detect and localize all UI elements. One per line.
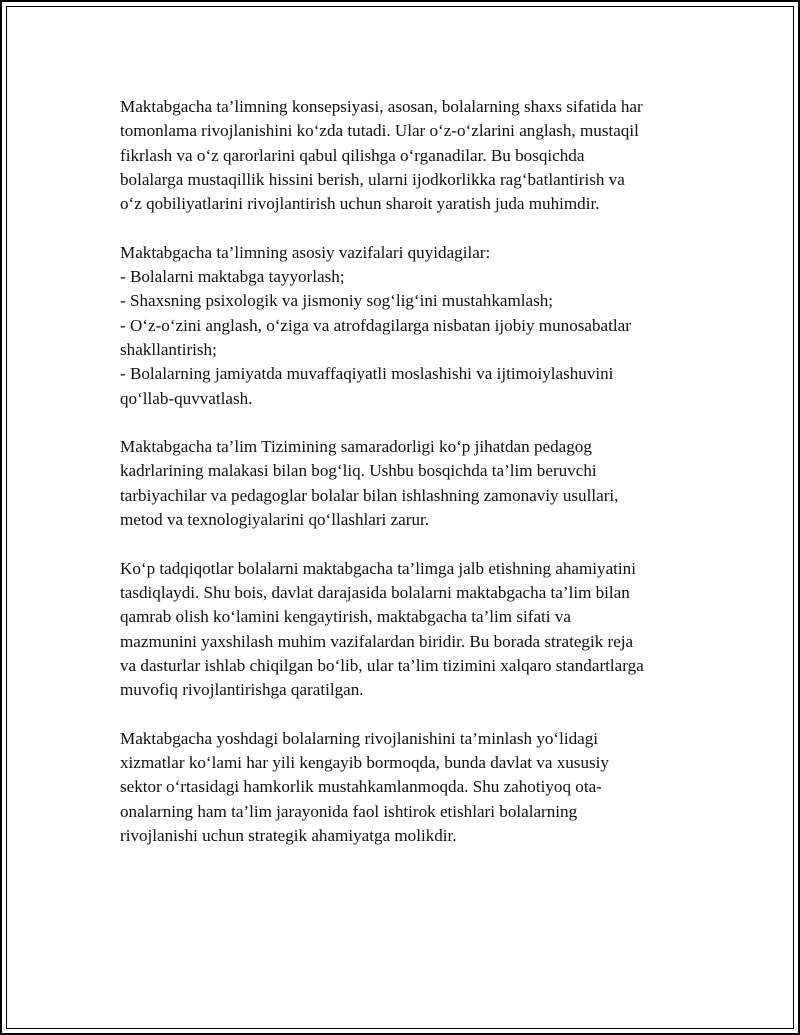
text-line: tasdiqlaydi. Shu bois, davlat darajasida bolalarni maktabgacha ta’lim bilan [120, 582, 630, 602]
text-line: o‘z qobiliyatlarini rivojlantirish uchun sharoit yaratish juda muhimdir. [120, 194, 600, 214]
text-line: Maktabgacha yoshdagi bolalarning rivojlanishini ta’minlash yo‘lidagi [120, 728, 599, 748]
text-line: qamrab olish ko‘lamini kengaytirish, maktabgacha ta’lim sifati va [120, 607, 571, 627]
list-item [120, 265, 700, 289]
text-line: Maktabgacha ta’lim Tizimining samaradorligi ko‘p jihatdan pedagog [120, 437, 592, 457]
text-line: - Shaxsning psixologik va jismoniy sog‘lig‘ini mustahkamlash; [120, 291, 554, 311]
text-line: kadrlarining malakasi bilan bog‘liq. Ushbu bosqichda ta’lim beruvchi [120, 461, 597, 481]
document-body [120, 95, 700, 873]
text-line: - Bolalarning jamiyatda muvaffaqiyatli moslashishi va ijtimoiylashuvini [120, 364, 614, 384]
text-line: shakllantirish; [120, 339, 217, 359]
text-line: - Bolalarni maktabga tayyorlash; [120, 267, 345, 287]
paragraph-staff [120, 435, 700, 532]
text-line: Ko‘p tadqiqotlar bolalarni maktabgacha ta’limga jalb etishning ahamiyatini [120, 558, 636, 578]
text-line: xizmatlar ko‘lami har yili kengayib bormoqda, bunda davlat va xususiy [120, 753, 609, 773]
text-line: tomonlama rivojlanishini ko‘zda tutadi. Ular o‘z-o‘zlarini anglash, mustaqil [120, 121, 639, 141]
tasks-section [120, 241, 700, 411]
paragraph-services [120, 727, 700, 848]
text-line: fikrlash va o‘z qarorlarini qabul qilishga o‘rganadilar. Bu bosqichda [120, 145, 585, 165]
text-line: muvofiq rivojlantirishga qaratilgan. [120, 680, 364, 700]
text-line: onalarning ham ta’lim jarayonida faol ishtirok etishlari bolalarning [120, 801, 578, 821]
text-line: - O‘z-o‘zini anglash, o‘ziga va atrofdagilarga nisbatan ijobiy munosabatlar [120, 315, 631, 335]
tasks-list [120, 265, 700, 411]
text-line: mazmunini yaxshilash muhim vazifalardan biridir. Bu borada strategik reja [120, 631, 634, 651]
tasks-title: Maktabgacha ta’limning asosiy vazifalari quyidagilar: [120, 242, 491, 262]
text-line: rivojlanishi uchun strategik ahamiyatga molikdir. [120, 825, 457, 845]
text-line: tarbiyachilar va pedagoglar bolalar bilan ishlashning zamonaviy usullari, [120, 485, 619, 505]
paragraph-concept [120, 95, 700, 216]
text-line: bolalarga mustaqillik hissini berish, ularni ijodkorlikka rag‘batlantirish va [120, 169, 625, 189]
text-line: sektor o‘rtasidagi hamkorlik mustahkamlanmoqda. Shu zahotiyoq ota- [120, 777, 602, 797]
text-line: metod va texnologiyalarini qo‘llashlari zarur. [120, 510, 430, 530]
list-item [120, 289, 700, 313]
paragraph-research [120, 557, 700, 703]
list-item [120, 362, 700, 411]
text-line: va dasturlar ishlab chiqilgan bo‘lib, ular ta’lim tizimini xalqaro standartlarga [120, 655, 644, 675]
text-line: qo‘llab-quvvatlash. [120, 388, 253, 408]
list-item [120, 314, 700, 363]
text-line: Maktabgacha ta’limning konsepsiyasi, asosan, bolalarning shaxs sifatida har [120, 97, 643, 116]
